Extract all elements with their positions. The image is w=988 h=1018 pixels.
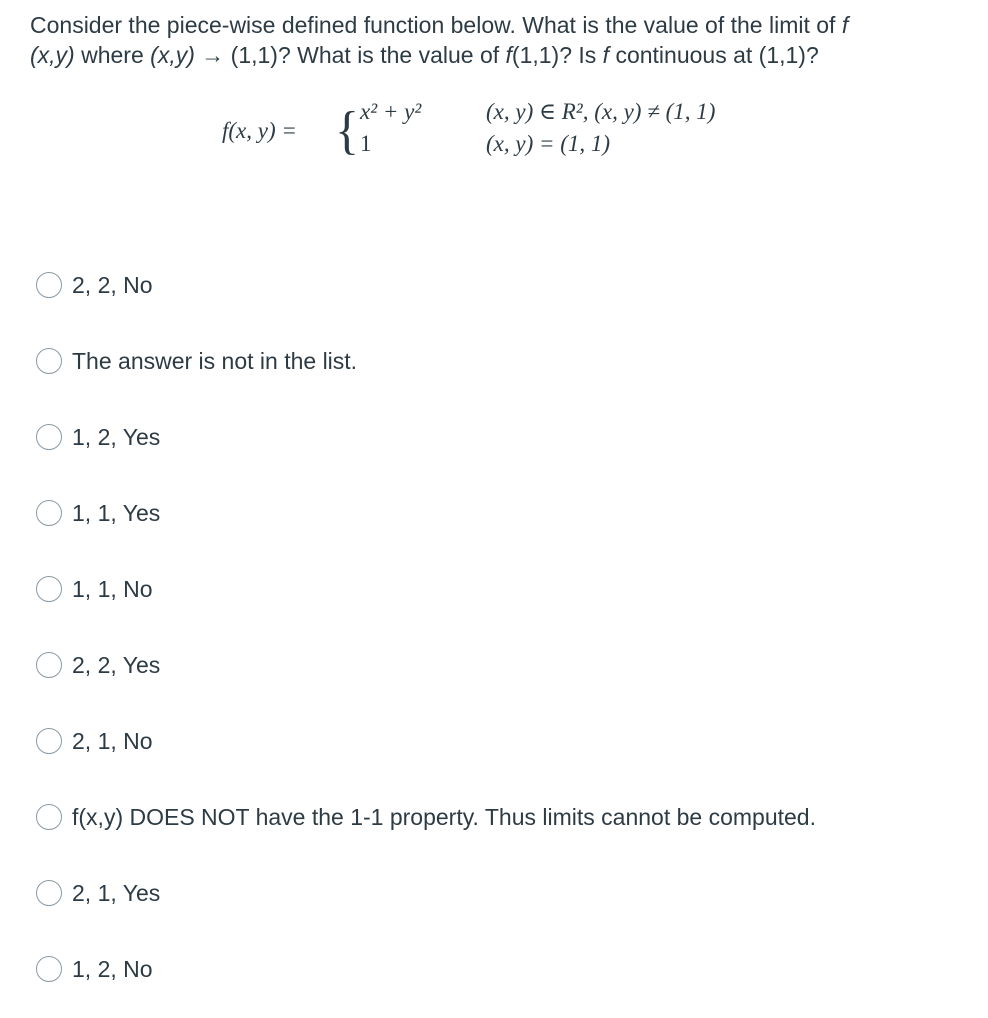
question-part3: (1,1)? Is: [511, 42, 603, 68]
formula-case2-expr: 1: [360, 131, 372, 156]
answer-option[interactable]: [36, 952, 153, 986]
radio-button[interactable]: [36, 956, 62, 982]
answer-option-label: 1, 2, Yes: [72, 424, 161, 450]
answer-option-label: f(x,y) DOES NOT have the 1-1 property. Thus limits cannot be computed.: [72, 804, 816, 830]
radio-button[interactable]: [36, 652, 62, 678]
answer-option-label: 1, 1, Yes: [72, 500, 161, 526]
formula-case1-cond: [486, 98, 715, 126]
answer-option-label: 2, 1, No: [72, 728, 153, 754]
answer-option-label: 2, 1, Yes: [72, 880, 161, 906]
radio-button[interactable]: [36, 576, 62, 602]
formula-case2-cond: [486, 130, 610, 158]
answer-option[interactable]: [36, 876, 160, 910]
piecewise-formula: [222, 98, 822, 168]
formula-lhs: [222, 118, 297, 144]
answer-option-label: 2, 2, Yes: [72, 652, 161, 678]
answer-option[interactable]: [36, 724, 153, 758]
question-arrow: →: [194, 42, 231, 68]
formula-case1-expr: [360, 98, 421, 126]
answer-option[interactable]: [36, 800, 816, 834]
formula-case1-cond-text: (x, y) ∈ R², (x, y) ≠ (1, 1): [486, 99, 716, 124]
question-part1: Consider the piece-wise defined function below. What is the value of the limit of: [30, 12, 842, 38]
question-point: (1,1)? What is the value of: [230, 42, 506, 68]
radio-button[interactable]: [36, 348, 62, 374]
answer-option-label: 1, 1, No: [72, 576, 153, 602]
question-f1: f: [841, 12, 849, 38]
answer-option-label: 2, 2, No: [72, 272, 153, 298]
question-f2: f: [505, 42, 512, 68]
answer-option[interactable]: [36, 268, 153, 302]
formula-brace: {: [335, 100, 359, 160]
radio-button[interactable]: [36, 880, 62, 906]
radio-button[interactable]: [36, 272, 62, 298]
radio-button[interactable]: [36, 804, 62, 830]
answer-option[interactable]: [36, 496, 160, 530]
formula-case1-expr-text: x² + y²: [360, 99, 422, 124]
question-part2: where: [74, 42, 151, 68]
question-text: [30, 10, 970, 70]
answer-option-label: The answer is not in the list.: [72, 348, 358, 374]
radio-button[interactable]: [36, 424, 62, 450]
formula-case2-cond-text: (x, y) = (1, 1): [486, 131, 611, 156]
answer-option[interactable]: [36, 420, 160, 454]
formula-lhs-text: f(x, y) =: [222, 118, 297, 143]
question-xy: (x,y): [150, 42, 195, 68]
radio-button[interactable]: [36, 728, 62, 754]
radio-button[interactable]: [36, 500, 62, 526]
answer-option[interactable]: [36, 344, 357, 378]
answer-option-label: 1, 2, No: [72, 956, 153, 982]
question-part4: continuous at (1,1)?: [609, 42, 819, 68]
answer-option[interactable]: [36, 648, 160, 682]
answer-option[interactable]: [36, 572, 153, 606]
question-f3: f: [602, 42, 610, 68]
question-xy-lead: (x,y): [30, 42, 75, 68]
